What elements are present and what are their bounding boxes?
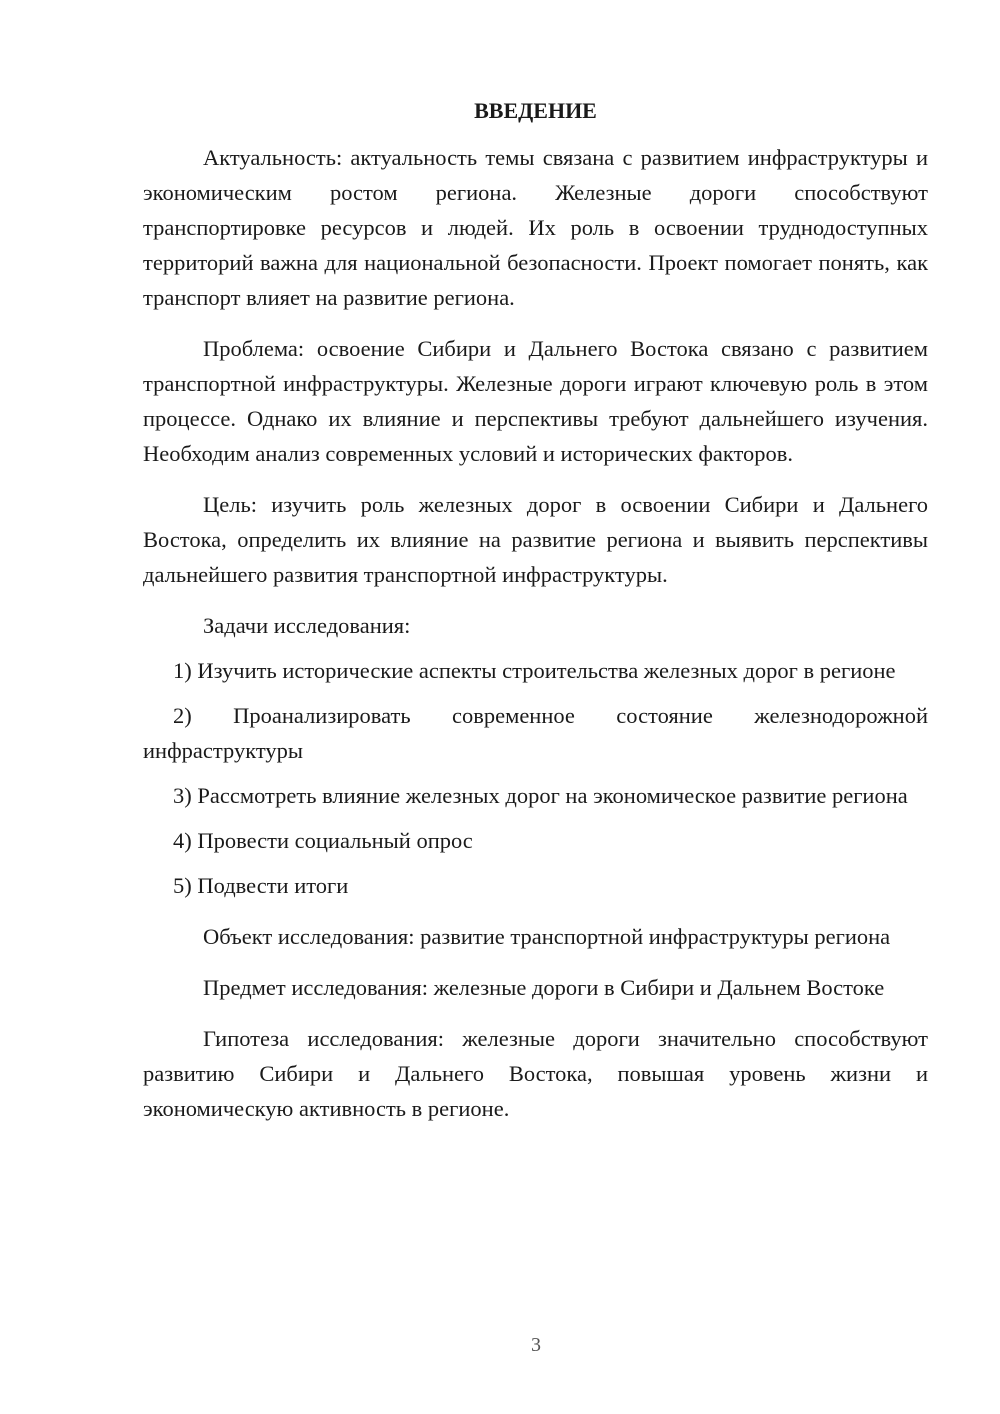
paragraph-goal: Цель: изучить роль железных дорог в освоении Сибири и Дальнего Востока, определить их влияние на развитие региона и выявить перспективы дальнейшего развития транспортной инфраструктуры. <box>143 492 928 587</box>
paragraph-tasks-heading: Задачи исследования: <box>203 613 411 638</box>
page-number: 3 <box>531 1334 541 1356</box>
task-item-1: 1) Изучить исторические аспекты строительства железных дорог в регионе <box>173 658 896 683</box>
task-item-4: 4) Провести социальный опрос <box>173 828 473 853</box>
task-item-5: 5) Подвести итоги <box>173 873 349 898</box>
paragraph-relevance: Актуальность: актуальность темы связана с развитием инфраструктуры и экономическим ростом региона. Железные дороги способствуют транспортировке ресурсов и людей. Их роль в освоении труднодоступных территорий важна для национальной безопасности. Проект помогает понять, как транспорт влияет на развитие региона. <box>143 145 928 310</box>
section-title: ВВЕДЕНИЕ <box>474 98 597 123</box>
body-text <box>143 140 928 1126</box>
paragraph-object: Объект исследования: развитие транспортной инфраструктуры региона <box>203 924 891 949</box>
task-item-2: 2) Проанализировать современное состояние железнодорожной инфраструктуры <box>143 703 928 763</box>
paragraph-problem: Проблема: освоение Сибири и Дальнего Востока связано с развитием транспортной инфраструктуры. Железные дороги играют ключевую роль в этом процессе. Однако их влияние и перспективы требуют дальнейшего изучения. Необходим анализ современных условий и исторических факторов. <box>143 336 928 466</box>
paragraph-subject: Предмет исследования: железные дороги в Сибири и Дальнем Востоке <box>203 975 885 1000</box>
paragraph-hypothesis: Гипотеза исследования: железные дороги значительно способствуют развитию Сибири и Дальнего Востока, повышая уровень жизни и экономическую активность в регионе. <box>143 1026 928 1121</box>
task-item-3: 3) Рассмотреть влияние железных дорог на экономическое развитие региона <box>173 783 908 808</box>
